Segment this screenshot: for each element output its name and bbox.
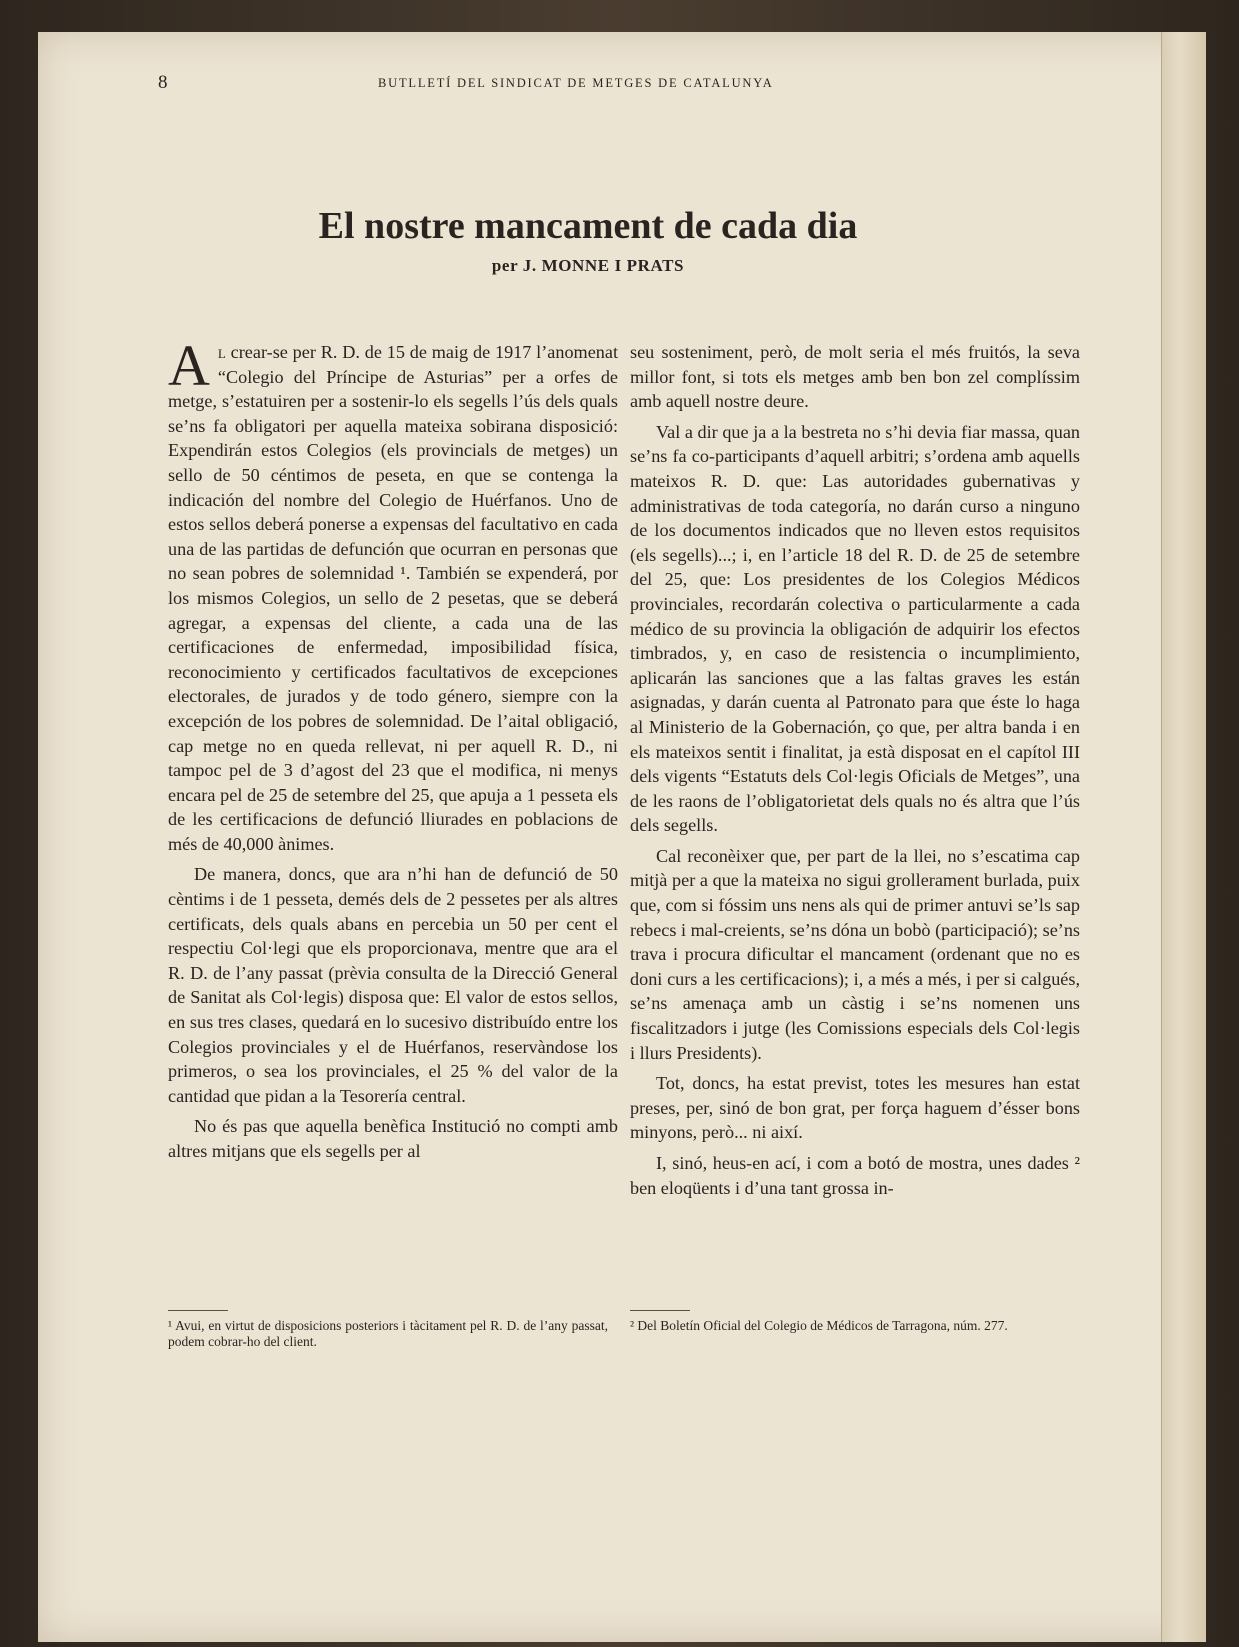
footnote-2: ² Del Boletín Oficial del Colegio de Médicos de Tarragona, núm. 277. [630, 1318, 1008, 1333]
paragraph-text: crear-se per R. D. de 15 de maig de 1917 l’anomenat “Colegio del Príncipe de Asturias” per a orfes de metge, s’estatuiren per a sostenir-lo els segells l’ús dels quals se’ns fa obligatori per aquella mateixa sobirana disposició: Expendirán estos Colegios (els provincials de metges) un sello de 50 céntimos de peseta, en que se contenga la indicación del nombre del Colegio de Huérfanos. Uno de estos sellos deberá ponerse a expensas del facultativo en cada una de las partidas de defunción que ocurran en personas que no sean pobres de solemnidad ¹. También se expenderá, por los mismos Colegios, un sello de 2 pesetas, que se deberá agregar, a expensas del cliente, a cada una de las certificaciones de enfermedad, imposibilidad física, reconocimiento y certificados facultativos de excepciones electorales, de jurados y de todo género, siempre con la excepción de los pobres de solemnidad. De l’aital obligació, cap metge no en queda rellevat, ni per aquell R. D., ni tampoc pel de 3 d’agost del 23 que el modifica, ni menys encara pel de 25 de setembre del 25, que apuja a 1 pesseta els de les certificacions de defunció lliurades en poblacions de més de 40,000 ànimes. [168, 342, 618, 854]
drop-cap-continuation: l [217, 342, 226, 362]
paragraph: No és pas que aquella benèfica Institució no compti amb altres mitjans que els segells per al [168, 1116, 618, 1161]
running-head [158, 72, 1018, 96]
paragraph: Cal reconèixer que, per part de la llei, no s’escatima cap mitjà per a que la mateixa no sigui grollerament burlada, puix que, com si fóssim uns nens als qui de primer antuvi se’ls sap rebecs i mal-creients, se’ns dóna un bobò (participació); se’ns trava i procura dificultar el mancament (ordenant que no es doni curs a les certificacions); i, a més a més, i per si calgués, se’ns amenaça amb un càstig i se’ns nomenen uns fiscalitzadors i jutge (les Comissions especials dels Col·legis i llurs Presidents). [630, 845, 1080, 1063]
footnote-rule [630, 1310, 690, 1311]
paragraph: De manera, doncs, que ara n’hi han de defunció de 50 cèntims i de 1 pesseta, demés dels de 2 pessetes per als altres certificats, dels quals abans en percebia un 50 per cent el respectiu Col·legi que els proporcionava, mentre que ara el R. D. de l’any passat (prèvia consulta de la Direcció General de Sanitat als Col·legis) disposa que: El valor de estos sellos, en sus tres clases, quedará en lo sucesivo distribuído entre los Colegios provinciales y el de Huérfanos, reservàndose los primeros, o sea los provinciales, el 25 % del valor de la cantidad que pidan a la Tesorería central. [168, 864, 618, 1106]
right-column [630, 340, 1080, 1200]
footnote-1: ¹ Avui, en virtut de disposicions posteriors i tàcitament pel R. D. de l’any passat, podem cobrar-ho del client. [168, 1318, 608, 1349]
paragraph [168, 333, 618, 856]
left-column [168, 333, 618, 1164]
article-title: El nostre mancament de cada dia [318, 205, 858, 247]
page-number: 8 [158, 72, 168, 93]
paragraph: seu sosteniment, però, de molt seria el més fruitós, la seva millor font, si tots els metges amb ben bon zel complíssim amb aquell nostre deure. [630, 342, 1080, 412]
page-edge [1161, 32, 1206, 1642]
drop-cap: A [168, 333, 210, 398]
article-byline: per J. MONNE I PRATS [491, 256, 685, 275]
paragraph: I, sinó, heus-en ací, i com a botó de mostra, unes dades ² ben eloqüents i d’una tant grossa in- [630, 1153, 1080, 1198]
footnote-rule [168, 1310, 228, 1311]
paragraph: Val a dir que ja a la bestreta no s’hi devia fiar massa, quan se’ns fa co-participants d’aquell arbitri; s’ordena amb aquells mateixos R. D. que: Las autoridades gubernativas y administrativas de toda categoría, no darán curso a ninguno de los documentos indicados que no lleven estos requisitos (els segells)...; i, en l’article 18 del R. D. de 25 de setembre del 25, que: Los presidentes de los Colegios Médicos provinciales, recordarán colectiva o particularmente a cada médico de su provincia la obligación de adquirir los efectos timbrados, y, en caso de resistencia o incumplimiento, aplicarán las sanciones que a las faltas graves les están asignadas, y darán cuenta al Patronato para que éste lo haga al Ministerio de la Gobernación, ço que, per altra banda i en els mateixos sentit i finalitat, ja està disposat en el capítol III dels vigents “Estatuts dels Col·legis Oficials de Metges”, una de les raons de l’obligatorietat dels quals no és altra que l’ús dels segells. [630, 421, 1080, 836]
journal-title: BUTLLETÍ DEL SINDICAT DE METGES DE CATALUNYA [378, 76, 774, 90]
paragraph: Tot, doncs, ha estat previst, totes les mesures han estat preses, per, sinó de bon grat, per força haguem d’ésser bons minyons, però... ni així. [630, 1073, 1080, 1143]
